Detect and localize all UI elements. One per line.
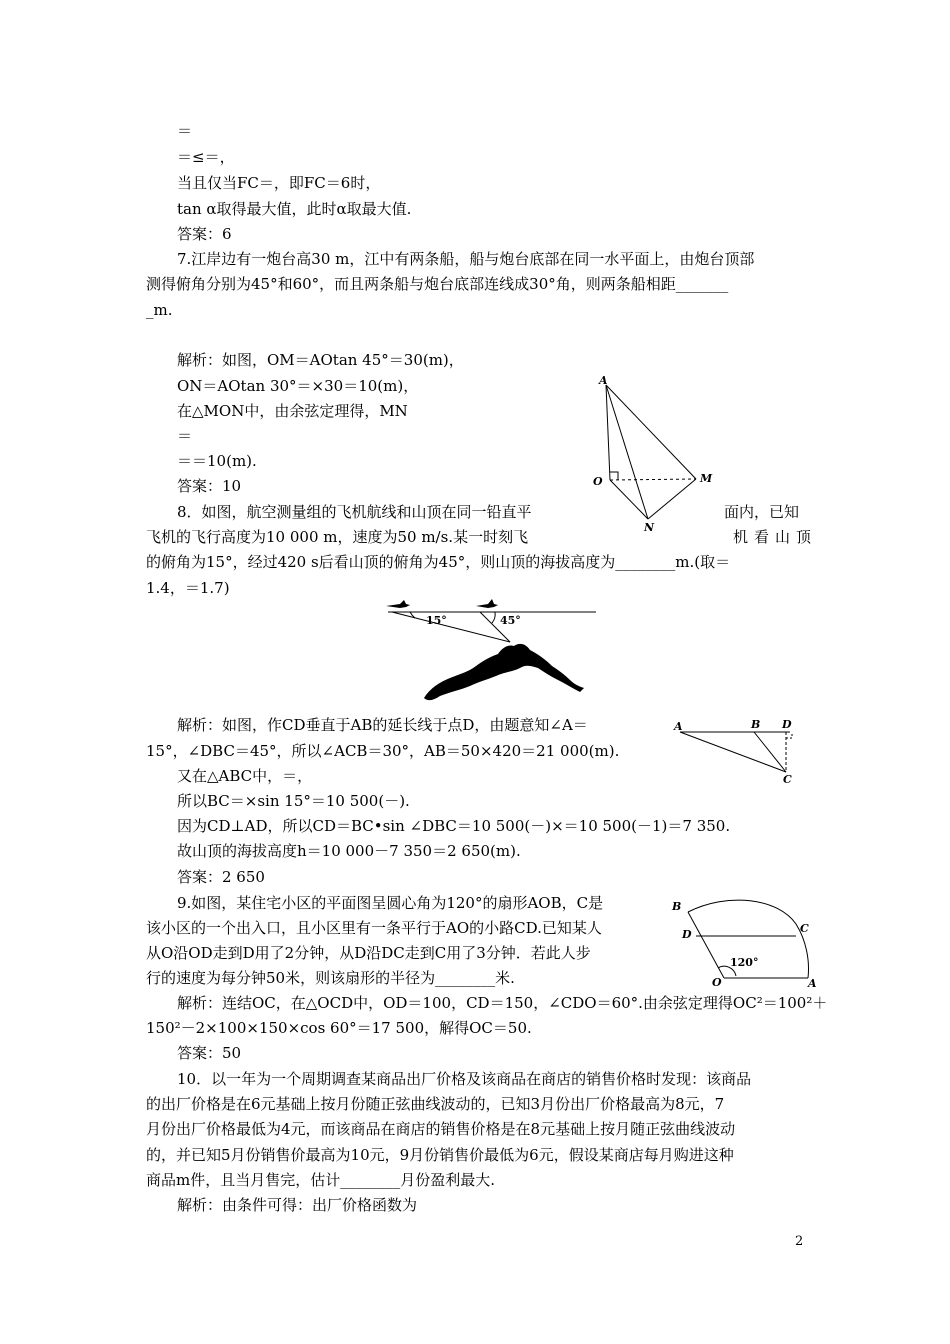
solution-7-line: 解析：如图，OM＝AOtan 45°＝30(m)， xyxy=(177,351,464,369)
question-10-line: 的，并已知5月份销售价最高为10元，9月份销售价最低为6元，假设某商店每月购进这种 xyxy=(146,1146,734,1164)
angle-15-label: 15° xyxy=(426,614,447,627)
solution-8-line: 又在△ABC中，＝， xyxy=(177,767,313,785)
question-7-line: _m. xyxy=(146,301,173,319)
solution-8-line: 因为CD⊥AD，所以CD＝BC•sin ∠DBC＝10 500(－)×＝10 500(－1)＝7 350. xyxy=(177,817,731,835)
angle-120-label: 120° xyxy=(730,956,759,969)
question-9-line: 该小区的一个出入口，且小区里有一条平行于AO的小路CD.已知某人 xyxy=(146,919,602,937)
label-a: A xyxy=(599,374,608,387)
text-line: ＝≤＝， xyxy=(177,148,235,166)
triangle-figure xyxy=(670,716,810,786)
angle-45-label: 45° xyxy=(500,614,521,627)
question-7-line: 7.江岸边有一炮台高30 m，江中有两条船，船与炮台底部在同一水平面上，由炮台顶部 xyxy=(177,250,755,268)
solution-9-line: 解析：连结OC，在△OCD中，OD＝100，CD＝150，∠CDO＝60°.由余弦定理得OC²＝100²＋ xyxy=(177,994,828,1012)
question-8-line: 面内，已知 xyxy=(724,503,800,521)
solution-8-line: 15°，∠DBC＝45°，所以∠ACB＝30°，AB＝50×420＝21 000(m). xyxy=(146,742,620,760)
page-number: 2 xyxy=(795,1234,804,1249)
question-8-line: 机看山顶 xyxy=(733,528,818,546)
solution-7-line: ＝＝10(m). xyxy=(177,452,257,470)
label-o: O xyxy=(712,976,722,989)
question-9-line: 9.如图，某住宅小区的平面图呈圆心角为120°的扇形AOB，C是 xyxy=(177,894,604,912)
mountain-silhouette xyxy=(424,644,584,700)
solution-8-line: 解析：如图，作CD垂直于AB的延长线于点D，由题意知∠A＝ xyxy=(177,716,588,734)
answer-line: 答案：6 xyxy=(177,225,232,243)
answer-7: 答案：10 xyxy=(177,477,242,495)
question-8-line: 1.4，＝1.7) xyxy=(146,579,230,597)
label-a: A xyxy=(674,720,683,733)
text-line: tan α取得最大值，此时α取最大值. xyxy=(177,200,412,218)
solution-8-line: 故山顶的海拔高度h＝10 000－7 350＝2 650(m). xyxy=(177,842,521,860)
solution-8-line: 所以BC＝×sin 15°＝10 500(－). xyxy=(177,792,410,810)
question-10-line: 10．以一年为一个周期调查某商品出厂价格及该商品在商店的销售价格时发现：该商品 xyxy=(177,1070,752,1088)
question-10-line: 商品m件，且当月售完，估计________月份盈利最大. xyxy=(146,1171,495,1189)
label-b: B xyxy=(751,718,761,731)
solution-7-line: 在△MON中，由余弦定理得，MN xyxy=(177,402,408,420)
question-10-line: 的出厂价格是在6元基础上按月份随正弦曲线波动的，已知3月份出厂价格最高为8元，7 xyxy=(146,1095,725,1113)
label-b: B xyxy=(672,900,682,913)
label-o: O xyxy=(593,475,603,488)
question-8-line: 8．如图，航空测量组的飞机航线和山顶在同一铅直平 xyxy=(177,503,532,521)
answer-9: 答案：50 xyxy=(177,1044,242,1062)
solution-7-line: ＝ xyxy=(177,427,193,445)
pyramid-figure xyxy=(590,375,720,535)
text-line: 当且仅当FC＝，即FC＝6时， xyxy=(177,174,381,192)
mountain-figure xyxy=(380,596,600,706)
question-9-line: 行的速度为每分钟50米，则该扇形的半径为________米. xyxy=(146,969,515,987)
question-8-line: 飞机的飞行高度为10 000 m，速度为50 m/s.某一时刻飞 xyxy=(146,528,529,546)
label-m: M xyxy=(700,472,713,485)
label-d: D xyxy=(782,718,792,731)
text-line: ＝ xyxy=(177,122,193,140)
label-a: A xyxy=(808,977,817,990)
solution-7-line: ON＝AOtan 30°＝×30＝10(m)， xyxy=(177,377,419,395)
question-7-line: 测得俯角分别为45°和60°，而且两条船与炮台底部连线成30°角，则两条船相距_______ xyxy=(146,275,729,293)
answer-8: 答案：2 650 xyxy=(177,868,265,886)
question-10-line: 月份出厂价格最低为4元，而该商品在商店的销售价格是在8元基础上按月随正弦曲线波动 xyxy=(146,1120,736,1138)
solution-9-line: 150²－2×100×150×cos 60°＝17 500，解得OC＝50. xyxy=(146,1019,532,1037)
label-n: N xyxy=(644,521,655,534)
sector-figure xyxy=(668,888,818,988)
solution-10-line: 解析：由条件可得：出厂价格函数为 xyxy=(177,1196,418,1214)
question-8-line: 的俯角为15°，经过420 s后看山顶的俯角为45°，则山顶的海拔高度为________m.(取＝ xyxy=(146,553,731,571)
plane-icon xyxy=(386,599,498,608)
label-d: D xyxy=(682,928,692,941)
question-9-line: 从O沿OD走到D用了2分钟，从D沿DC走到C用了3分钟．若此人步 xyxy=(146,944,591,962)
label-c: C xyxy=(800,922,809,935)
label-c: C xyxy=(783,773,792,786)
